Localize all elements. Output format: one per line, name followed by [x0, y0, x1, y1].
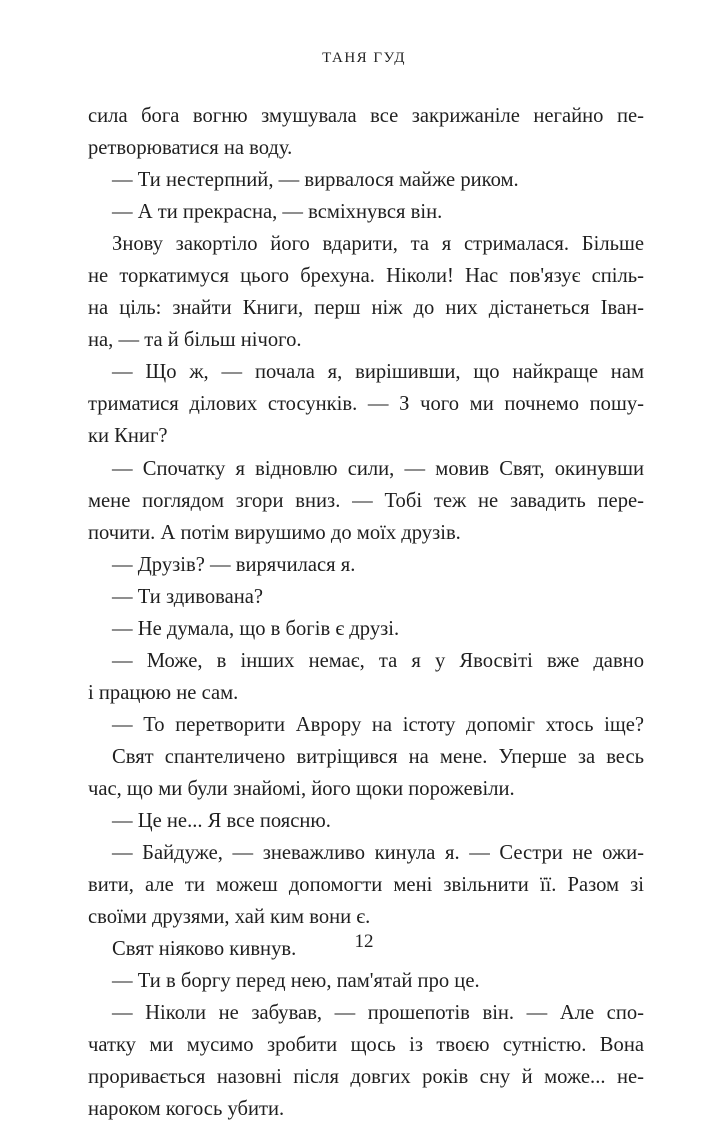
text-line: — То перетворити Аврору на істоту допоміг хтось іще? — [112, 713, 644, 736]
text-line: час, що ми були знайомі, його щоки порожевіли. — [88, 777, 515, 800]
running-header-author: ТАНЯ ГУД — [322, 50, 406, 66]
text-line: Знову закортіло його вдарити, та я стрималася. Більше — [112, 233, 644, 256]
text-line: своїми друзями, хай ким вони є. — [88, 906, 371, 929]
text-line: почити. А потім вирушимо до моїх друзів. — [88, 521, 461, 544]
text-line: вити, але ти можеш допомогти мені звільнити її. Разом зі — [88, 874, 644, 897]
text-line: — Не думала, що в богів є друзі. — [112, 617, 400, 640]
text-line: — Спочатку я відновлю сили, — мовив Свят, окинувши — [112, 457, 644, 480]
text-line: триматися ділових стосунків. — З чого ми почнемо пошу- — [88, 393, 644, 416]
text-line: і працюю не сам. — [88, 681, 239, 704]
text-line: — Може, в інших немає, та я у Явосвіті вже давно — [112, 649, 644, 672]
text-line: не торкатимуся цього брехуна. Ніколи! Нас пов'язує спіль- — [88, 265, 644, 288]
text-line: — Друзів? — вирячилася я. — [112, 553, 356, 576]
text-line: — Ти здивована? — [112, 585, 264, 608]
text-line: ретворюватися на воду. — [88, 137, 293, 160]
body-text — [88, 100, 644, 1126]
text-line: проривається назовні після довгих років сну й може... не- — [88, 1066, 644, 1089]
text-line: Свят ніяково кивнув. — [112, 938, 297, 961]
text-line: — Що ж, — почала я, вирішивши, що найкраще нам — [112, 361, 644, 384]
text-line: нароком когось убити. — [88, 1098, 285, 1121]
text-line: чатку ми мусимо зробити щось із твоєю сутністю. Вона — [88, 1034, 644, 1057]
text-line: — Ніколи не забував, — прошепотів він. — Але спо- — [112, 1002, 644, 1025]
text-line: на, — та й більш нічого. — [88, 329, 302, 352]
text-line: — Ти нестерпний, — вирвалося майже риком. — [112, 169, 519, 192]
text-line: мене поглядом згори вниз. — Тобі теж не завадить пере- — [88, 489, 644, 512]
text-line: ки Книг? — [88, 425, 168, 448]
text-line: — Байдуже, — зневажливо кинула я. — Сестри не ожи- — [112, 842, 644, 865]
page-number: 12 — [354, 931, 374, 952]
text-line: — Це не... Я все поясню. — [112, 810, 331, 833]
text-line: на ціль: знайти Книги, перш ніж до них дістанеться Іван- — [88, 297, 644, 320]
text-line: Свят спантеличено витріщився на мене. Уперше за весь — [112, 745, 644, 768]
text-line: — Ти в боргу перед нею, пам'ятай про це. — [112, 970, 480, 993]
text-line: — А ти прекрасна, — всміхнувся він. — [112, 201, 443, 224]
text-line: сила бога вогню змушувала все закрижаніле негайно пе- — [88, 105, 644, 127]
